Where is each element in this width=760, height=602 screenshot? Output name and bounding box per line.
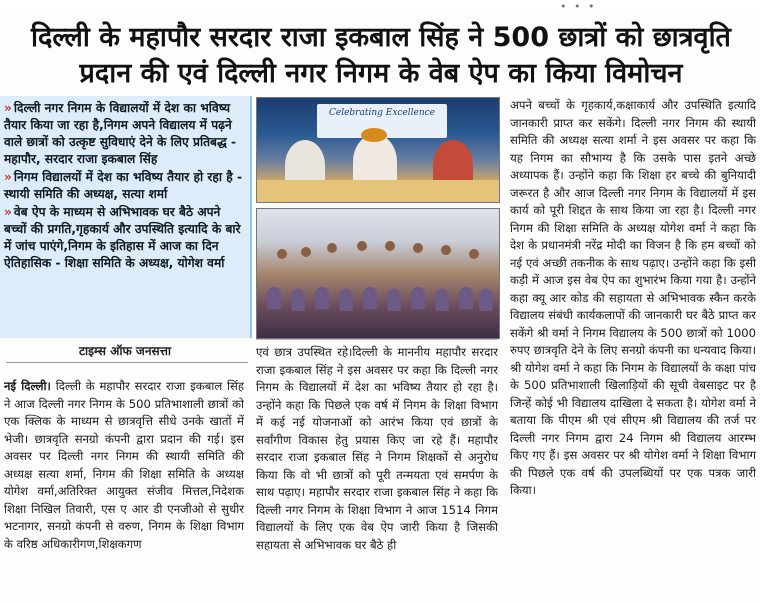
headline: [6, 20, 756, 92]
group-photo: [256, 208, 500, 339]
stage-table: [257, 180, 499, 202]
head: [277, 249, 287, 259]
bullet-icon: »: [4, 170, 12, 184]
article-column-2: एवं छात्र उपस्थित रहे।दिल्ली के माननीय महापौर सरदार राजा इकबाल सिंह ने इस अवसर पर कहा कि दिल्ली नगर निगम के विद्यालयों में देश का भविष्य तैयार हो रहा है। उन्होंने कहा कि पिछले एक वर्ष में निगम के शिक्षा विभाग में कई नई योजनाओं को आरंभ किया एवं छात्रों के सर्वांगीण विकास हेतु प्रयास किए जा रहे हैं। महापौर सरदार राजा इकबाल सिंह ने निगम शिक्षकों से अनुरोध किया कि वो भी छात्रों को पूरी तन्मयता एवं समर्पण के साथ पढ़ाए। महापौर सरदार राजा इकबाल सिंह ने कहा कि दिल्ली नगर निगम के शिक्षा विभाग ने आज 1514 निगम विद्यालयों के लिए एक वेब ऐप जारी किया है जिसकी सहायता से अभिभावक घर बैठे ही: [256, 345, 498, 552]
stage-photo: [256, 97, 500, 203]
bullet-icon: »: [4, 205, 12, 219]
summary-text: दिल्ली नगर निगम के विद्यालयों में देश का भविष्य तैयार किया जा रहा है,निगम अपने विद्यालय में पढ़ने वाले छात्रों को उत्कृष्ट सुविधाएं देने के लिए प्रतिबद्ध - महापौर, सरदार राजा इकबाल सिंह: [4, 101, 237, 166]
head: [441, 245, 451, 255]
headline-line-1: दिल्ली के महापौर सरदार राजा इकबाल सिंह ने 500 छात्रों को छात्रवृति: [31, 22, 731, 53]
dateline: नई दिल्ली।: [4, 379, 51, 393]
divider: [6, 362, 248, 363]
top-strip: [0, 0, 760, 14]
student-figure: [315, 287, 329, 309]
student-figure: [339, 289, 353, 311]
summary-text: निगम विद्यालयों में देश का भविष्य तैयार हो रहा है - स्थायी समिति की अध्यक्ष, सत्या शर्मा: [4, 170, 243, 201]
bullet-icon: »: [4, 101, 12, 115]
student-figure: [459, 287, 473, 309]
photo-divider: [256, 339, 498, 340]
article-column-3: अपने बच्चों के गृहकार्य,कक्षाकार्य और उपस्थिति इत्यादि जानकारी प्राप्त कर सकेंगे। दिल्ली नगर निगम की स्थायी समिति की अध्यक्ष सत्या शर्मा ने इस अवसर पर कहा कि यह निगम का सौभाग्य है कि उसके पास इतने अच्छे अध्यापक हैं। उन्होंने कहा कि शिक्षा हर बच्चे की बुनियादी जरूरत है और आज दिल्ली नगर निगम के विद्यालयों में इस कार्य को पूरी शिद्दत के साथ किया जा रहा है। दिल्ली नगर निगम की शिक्षा समिति के अध्यक्ष योगेश वर्मा ने कहा कि देश के प्रधानमंत्री नरेंद्र मोदी का विजन है कि हम बच्चों को नई एवं अच्छी तकनीक के साथ पढ़ाए। उन्होंने कहा कि इसी कड़ी में आज इस वेब ऐप का शुभारंभ किया गया है। उन्होंने कहा क्यू आर कोड की सहायता से अभिभावक स्कैन करके विद्यालय संबंधी कार्यकलापों की जानकारी घर बैठे प्राप्त कर सकेंगे श्री वर्मा ने निगम विद्यालय के 500 छात्रों को 1000 रुपए छात्रवृति देने के लिए सनग्रो कंपनी का धन्यवाद किया। श्री योगेश वर्मा ने कहा कि निगम के विद्यालयों के कक्षा पांच के 500 प्रतिभाशाली खिलाड़ियों की सूची वेबसाइट पर है जिन्हें कोई भी विद्यालय दाखिला दे सकता है। योगेश वर्मा ने बताया कि पीएम श्री एवं सीएम श्री विद्यालय की तर्ज पर दिल्ली नगर निगम द्वारा 24 निगम श्री विद्यालय आरम्भ किए गए हैं। इस अवसर पर श्री योगेश वर्मा ने शिक्षा विभाग की पिछले एक वर्ष की उपलब्धियों पर एक पत्रक जारी किया।: [510, 98, 756, 497]
byline: टाइम्स ऑफ जनसत्ता: [78, 344, 172, 358]
student-figure: [267, 287, 281, 309]
article-text: दिल्ली के महापौर सरदार राजा इकबाल सिंह ने आज दिल्ली नगर निगम के 500 प्रतिभाशाली छात्रों को एक क्लिक के माध्यम से छात्रवृत्ति सीधे उनके खातों में भेजी। छात्रवृति सनग्रो कंपनी द्वारा प्रदान की गई। इस अवसर पर दिल्ली नगर निगम की स्थायी समिति की अध्यक्ष सत्या शर्मा, निगम की शिक्षा समिति के अध्यक्ष योगेश वर्मा,अतिरिक्त आयुक्त संजीव मित्तल,निदेशक शिक्षा निखिल तिवारी, एस ए आर डी एनजीओ से सुधीर भटनागर, सनग्रो कंपनी से वरुण, निगम के शिक्षा विभाग के वरिष्ठ अधिकारीगण,शिक्षकगण: [4, 379, 244, 551]
head: [301, 247, 311, 257]
student-figure: [387, 289, 401, 311]
head: [327, 243, 337, 253]
head: [385, 241, 395, 251]
student-figure: [435, 289, 449, 311]
turban: [361, 128, 387, 142]
head: [357, 241, 367, 251]
summary-box: [0, 96, 252, 338]
article-column-1: [4, 378, 244, 598]
summary-item: [4, 204, 244, 272]
dots-icon: • • •: [560, 0, 597, 13]
student-figure: [411, 287, 425, 309]
headline-line-2: प्रदान की एवं दिल्ली नगर निगम के वेब ऐप का किया विमोचन: [79, 58, 683, 89]
student-figure: [479, 289, 493, 311]
summary-text: वेब ऐप के माध्यम से अभिभावक घर बैठे अपने बच्चों की प्रगति,गृहकार्य और उपस्थिति इत्यादि के बारे में जांच पाएंगे,निगम के इतिहास में आज का दिन ऐतिहासिक - शिक्षा समिति के अध्यक्ष, योगेश वर्मा: [4, 205, 241, 270]
student-figure: [363, 287, 377, 309]
banner-text: Celebrating Excellence: [328, 108, 436, 118]
student-figure: [291, 289, 305, 311]
head: [413, 243, 423, 253]
summary-item: [4, 100, 244, 168]
head: [469, 249, 479, 259]
summary-item: [4, 169, 244, 203]
